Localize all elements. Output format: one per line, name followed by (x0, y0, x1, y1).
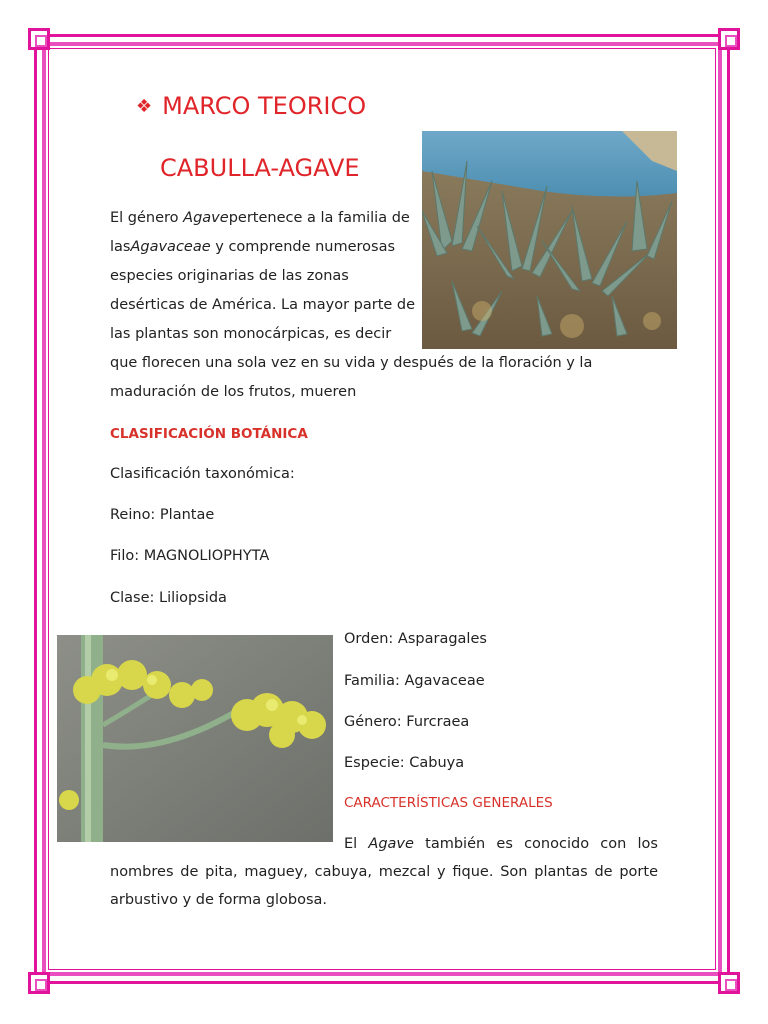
page-title (136, 92, 366, 120)
taxonomy-orden: Orden: Asparagales (344, 631, 487, 647)
page-subtitle: CABULLA-AGAVE (160, 154, 360, 182)
taxonomy-filo: Filo: MAGNOLIOPHYTA (110, 548, 270, 564)
diamond-bullet-icon: ❖ (136, 95, 153, 117)
intro-line-3: especies originarias de las zonas (110, 268, 349, 284)
agave-plants-photo (422, 131, 677, 349)
corner-ornament-bottom-right (718, 972, 740, 994)
agave-flower-photo (57, 635, 333, 842)
taxonomy-clase: Clase: Liliopsida (110, 590, 227, 606)
taxonomy-familia: Familia: Agavaceae (344, 673, 485, 689)
general-paragraph: El Agave también es conocido con los nombres de pita, maguey, cabuya, mezcal y fique. Son plantas de porte arbustivo y de forma globosa. (110, 836, 658, 908)
corner-ornament-top-left (28, 28, 50, 50)
taxonomy-genero: Género: Furcraea (344, 714, 470, 730)
taxonomy-reino: Reino: Plantae (110, 507, 215, 523)
intro-line-7: maduración de los frutos, mueren (110, 384, 357, 400)
intro-line-5: las plantas son monocárpicas, es decir (110, 326, 392, 342)
corner-ornament-top-right (718, 28, 740, 50)
taxonomy-especie: Especie: Cabuya (344, 755, 465, 771)
section-heading-clasificacion: CLASIFICACIÓN BOTÁNICA (110, 426, 308, 442)
page-title-text: MARCO TEORICO (162, 92, 367, 120)
section-heading-caracteristicas: CARACTERÍSTICAS GENERALES (344, 795, 553, 811)
corner-ornament-bottom-left (28, 972, 50, 994)
intro-line-1: El género Agavepertenece a la familia de (110, 210, 410, 226)
intro-line-2: lasAgavaceae y comprende numerosas (110, 239, 396, 255)
intro-line-6: que florecen una sola vez en su vida y después de la floración y la (110, 355, 593, 371)
taxonomy-intro: Clasificación taxonómica: (110, 466, 295, 482)
intro-line-4: desérticas de América. La mayor parte de (110, 297, 416, 313)
